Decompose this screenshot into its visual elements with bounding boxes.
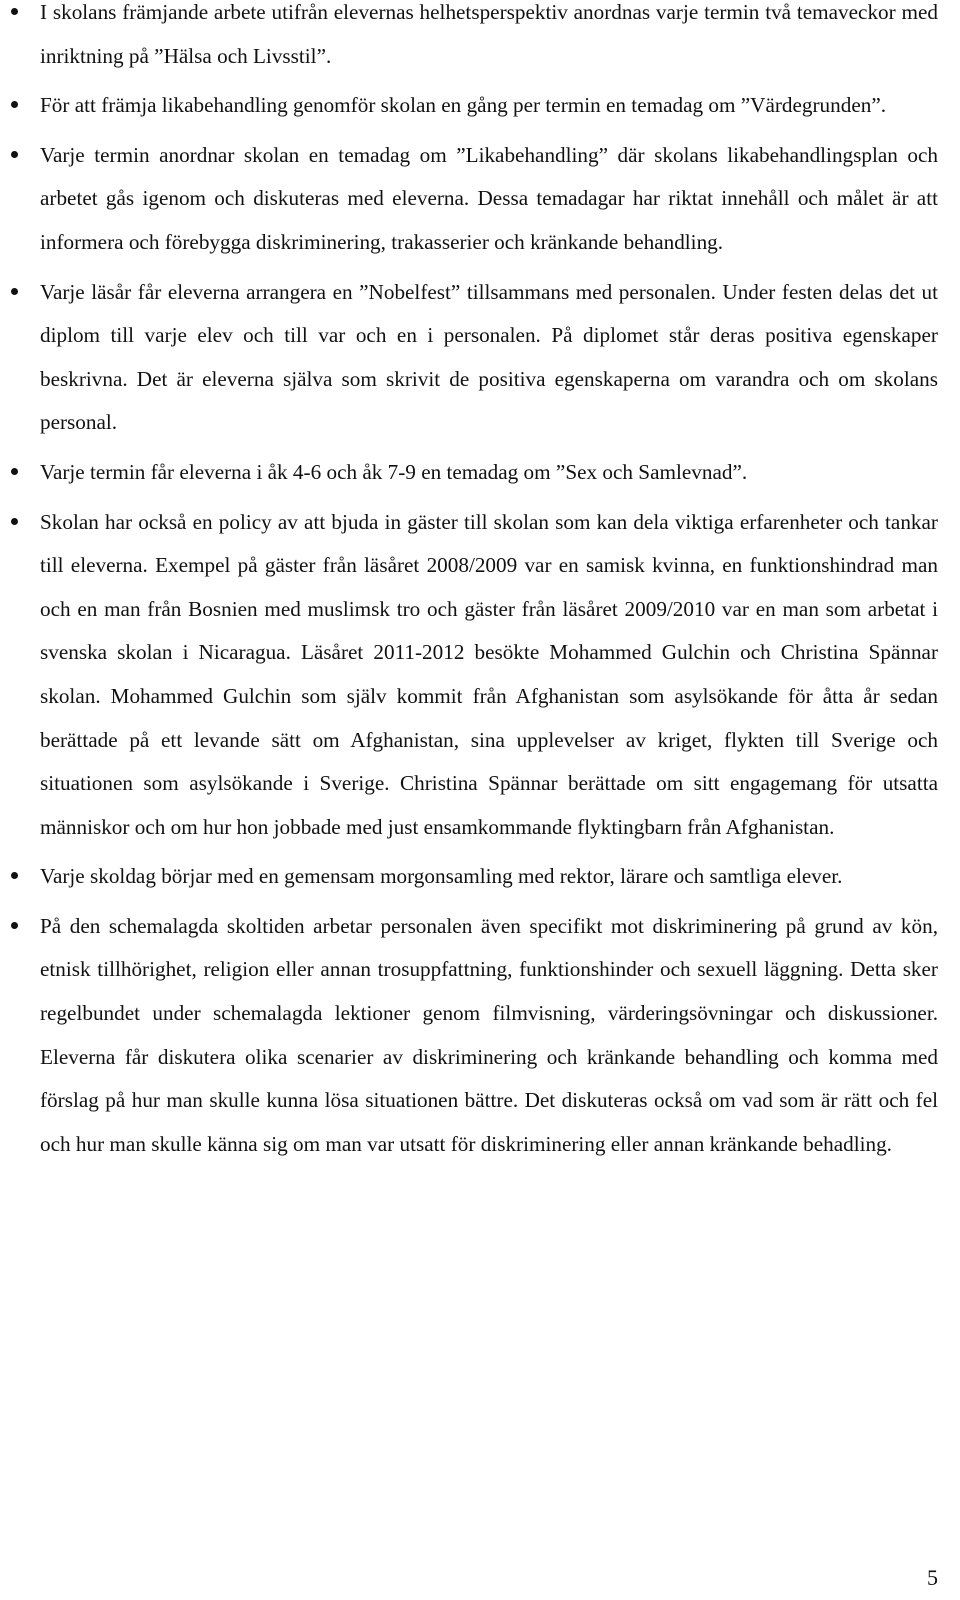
bullet-icon [11,101,18,108]
list-item-text: Varje skoldag börjar med en gemensam morgonsamling med rektor, lärare och samtliga elever. [40,864,843,889]
list-item-text: Skolan har också en policy av att bjuda in gäster till skolan som kan dela viktiga erfarenheter och tankar till eleverna. Exempel på gäster från läsåret 2008/2009 var en samisk kvinna, en funktionshindrad man och en man från Bosnien med muslimsk tro och gäster från läsåret 2009/2010 var en man som arbetat i svenska skolan i Nicaragua. Läsåret 2011-2012 besökte Mohammed Gulchin och Christina Spännar skolan. Mohammed Gulchin som själv kommit från Afghanistan som asylsökande för åtta år sedan berättade på ett levande sätt om Afghanistan, sina upplevelser av kriget, flykten till Sverige och situationen som asylsökande i Sverige. Christina Spännar berättade om sitt engagemang för utsatta människor och om hur hon jobbade med just ensamkommande flyktingbarn från Afghanistan. [40,509,938,839]
list-item [40,501,938,850]
bullet-icon [11,468,18,475]
list-item [40,0,938,78]
list-item [40,451,938,495]
bullet-icon [11,872,18,879]
bullet-icon [11,922,18,929]
list-item [40,271,938,445]
bullet-icon [11,288,18,295]
bullet-icon [11,8,18,15]
bullet-icon [11,151,18,158]
list-item-text: För att främja likabehandling genomför skolan en gång per termin en temadag om ”Värdegrunden”. [40,93,887,118]
list-item-text: På den schemalagda skoltiden arbetar personalen även specifikt mot diskriminering på grund av kön, etnisk tillhörighet, religion eller annan trosuppfattning, funktionshinder och sexuell läggning. Detta sker regelbundet under schemalagda lektioner genom filmvisning, värderingsövningar och diskussioner. Eleverna får diskutera olika scenarier av diskriminering och kränkande behandling och komma med förslag på hur man skulle kunna lösa situationen bättre. Det diskuteras också om vad som är rätt och fel och hur man skulle känna sig om man var utsatt för diskriminering eller annan kränkande behadling. [40,913,938,1156]
list-item [40,905,938,1167]
list-item-text: Varje läsår får eleverna arrangera en ”Nobelfest” tillsammans med personalen. Under festen delas det ut diplom till varje elev och till var och en i personalen. På diplomet står deras positiva egenskaper beskrivna. Det är eleverna själva som skrivit de positiva egenskaperna om varandra och om skolans personal. [40,279,938,435]
list-item [40,134,938,265]
list-item [40,84,938,128]
list-item-text: Varje termin får eleverna i åk 4-6 och åk 7-9 en temadag om ”Sex och Samlevnad”. [40,459,748,484]
list-item-text: Varje termin anordnar skolan en temadag om ”Likabehandling” där skolans likabehandlingsplan och arbetet gås igenom och diskuteras med eleverna. Dessa temadagar har riktat innehåll och målet är att informera och förebygga diskriminering, trakasserier och kränkande behandling. [40,142,938,254]
bullet-icon [11,518,18,525]
list-item-text: I skolans främjande arbete utifrån elevernas helhetsperspektiv anordnas varje termin två temaveckor med inriktning på ”Hälsa och Livsstil”. [40,0,938,68]
list-item [40,855,938,899]
page-number: 5 [927,1565,938,1590]
bullet-list [40,0,938,1172]
